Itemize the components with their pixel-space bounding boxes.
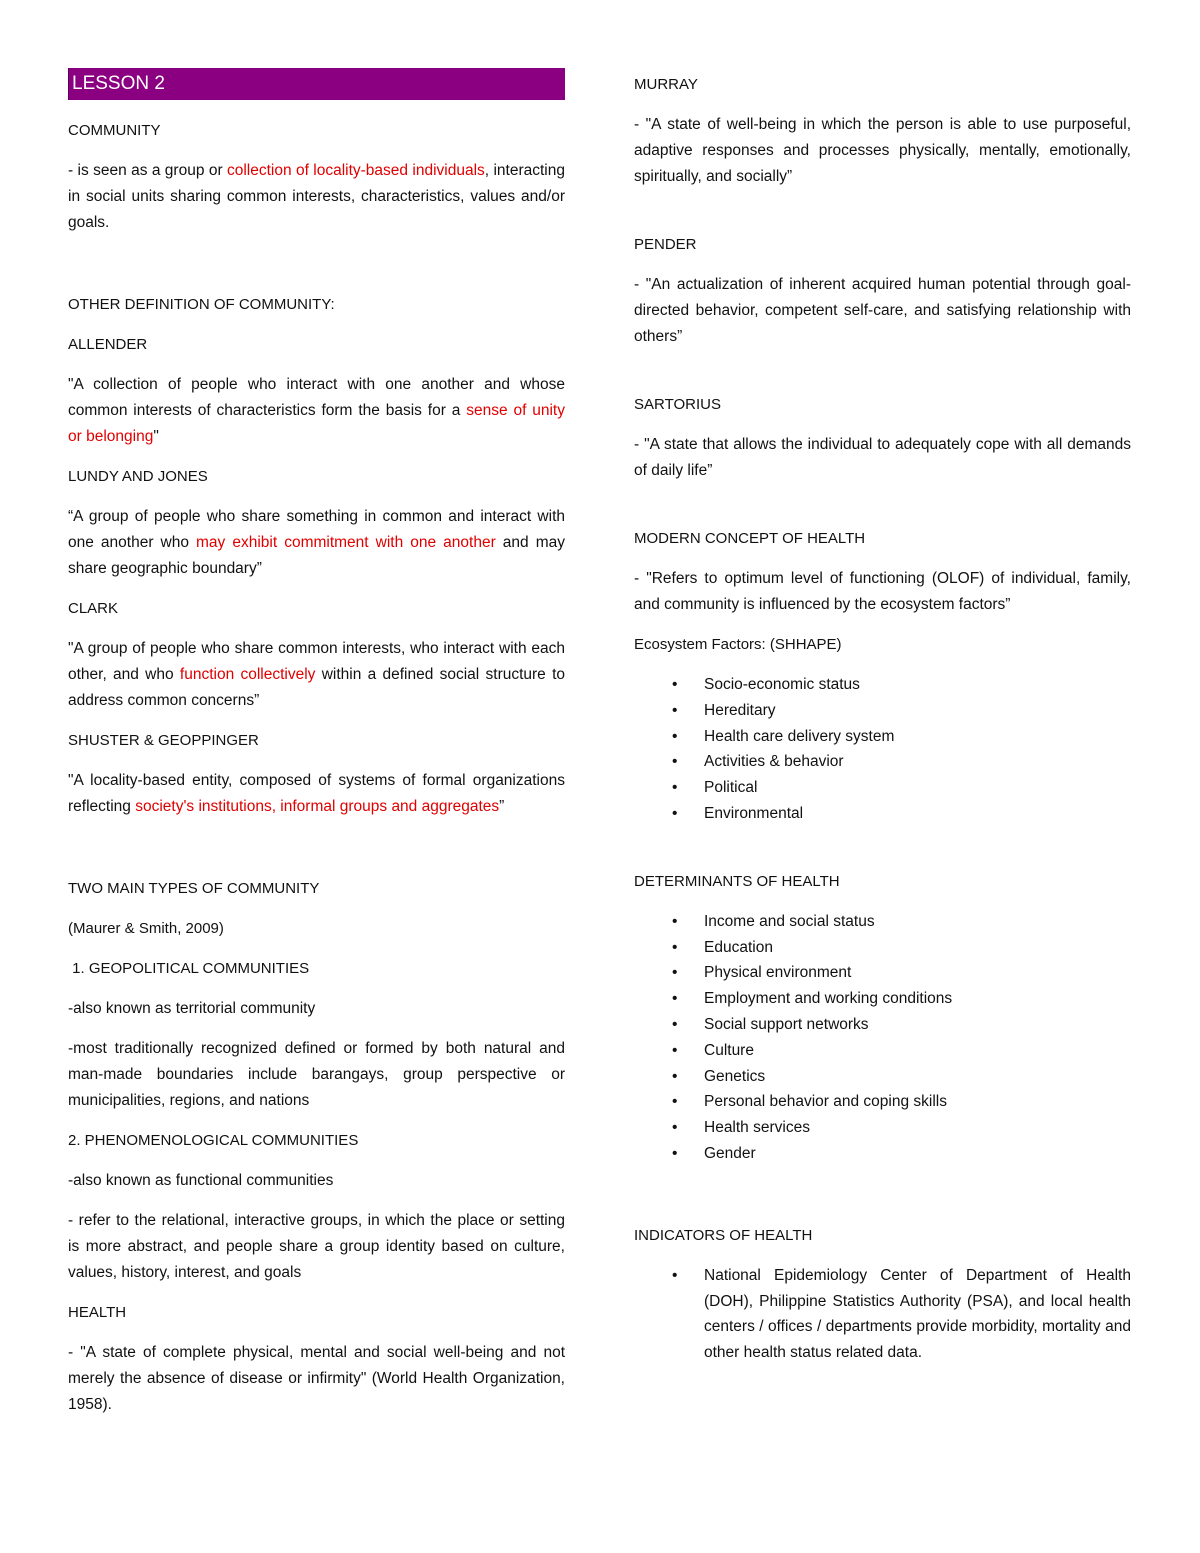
text: - is seen as a group or [68,162,227,179]
lundy-jones-heading: LUNDY AND JONES [68,468,208,485]
indicators-heading: INDICATORS OF HEALTH [634,1226,813,1244]
list-item: • Employment and working conditions [634,986,1131,1012]
murray-definition: - "A state of well-being in which the person is able to use purposeful, adaptive responses and processes physically, mentally, emotionally, spiritually, and socially” [634,116,1131,185]
highlight-text: may exhibit commitment with one another [196,534,496,551]
clark-heading: CLARK [68,600,119,617]
list-item: • Socio-economic status [634,672,1131,698]
ecosystem-factors-list [634,672,1131,827]
clark-definition [68,636,565,714]
geopolitical-aka: -also known as territorial community [68,1000,316,1017]
list-item: • Activities & behavior [634,749,1131,775]
sartorius-heading: SARTORIUS [634,396,721,413]
other-definition-heading: OTHER DEFINITION OF COMMUNITY: [68,296,335,313]
list-item: • Personal behavior and coping skills [634,1089,1131,1115]
pender-definition: - "An actualization of inherent acquired human potential through goal-directed behavior, competent self-care, and satisfying relationship with others” [634,276,1131,345]
determinants-list [634,909,1131,1167]
lundy-jones-definition [68,504,565,582]
text: "A collection of people who interact with one another and whose common interests of characteristics form the basis for a [68,376,565,419]
sartorius-definition: - "A state that allows the individual to adequately cope with all demands of daily life” [634,436,1131,479]
phenomenological-heading: 2. PHENOMENOLOGICAL COMMUNITIES [68,1132,359,1149]
list-item: • Physical environment [634,960,1131,986]
highlight-text: society's institutions, informal groups and aggregates [135,798,500,815]
list-item: • Health services [634,1115,1131,1141]
phenomenological-aka: -also known as functional communities [68,1172,334,1189]
shuster-heading: SHUSTER & GEOPPINGER [68,732,259,749]
allender-definition [68,372,565,450]
shuster-definition [68,768,565,820]
text: within a defined social structure to address common concerns” [68,666,566,709]
phenomenological-description: - refer to the relational, interactive groups, in which the place or setting is more abstract, and people share a group identity based on culture, values, history, interest, and goals [68,1212,565,1281]
highlight-text: function collectively [179,666,316,683]
text: "A group of people who share common interests, who interact with each other, and who [68,640,565,683]
text: "A locality-based entity, composed of systems of formal organizations reflecting [68,772,565,815]
lesson-title-banner: LESSON 2 [68,68,565,100]
list-item: • Political [634,775,1131,801]
right-column [634,68,1131,1380]
geopolitical-heading: 1. GEOPOLITICAL COMMUNITIES [68,960,310,977]
community-definition [68,158,565,236]
indicators-list [634,1263,1131,1366]
ecosystem-factors-label: Ecosystem Factors: (SHHAPE) [634,636,842,653]
list-item: • Culture [634,1038,1131,1064]
list-item: • Gender [634,1141,1131,1167]
modern-concept-heading: MODERN CONCEPT OF HEALTH [634,530,866,547]
list-item: • National Epidemiology Center of Department of Health (DOH), Philippine Statistics Authority (PSA), and local health centers / offices / departments provide morbidity, mortality and other health status related data. [634,1263,1131,1366]
list-item: • Hereditary [634,698,1131,724]
types-source: (Maurer & Smith, 2009) [68,920,224,937]
murray-heading: MURRAY [634,76,698,93]
geopolitical-description: -most traditionally recognized defined or formed by both natural and man-made boundaries include barangays, group perspective or municipalities, regions, and nations [68,1040,565,1109]
left-column [68,68,565,1432]
text: ” [499,798,505,815]
determinants-heading: DETERMINANTS OF HEALTH [634,872,840,890]
text: and may share geographic boundary” [68,534,565,577]
list-item: • Health care delivery system [634,724,1131,750]
community-heading: COMMUNITY [68,122,161,139]
pender-heading: PENDER [634,236,697,253]
list-item: • Education [634,935,1131,961]
text: " [153,428,159,445]
list-item: • Environmental [634,801,1131,827]
list-item: • Genetics [634,1064,1131,1090]
highlight-text: collection of locality-based individuals [226,162,485,179]
list-item: • Income and social status [634,909,1131,935]
highlight-text: sense of unity or belonging [68,402,565,445]
health-definition: - "A state of complete physical, mental and social well-being and not merely the absence of disease or infirmity" (World Health Organization, 1958). [68,1344,565,1413]
text: , interacting in social units sharing common interests, characteristics, values and/or goals. [68,162,565,231]
health-heading: HEALTH [68,1304,127,1321]
types-heading: TWO MAIN TYPES OF COMMUNITY [68,880,320,897]
list-item: • Social support networks [634,1012,1131,1038]
modern-concept-definition: - "Refers to optimum level of functioning (OLOF) of individual, family, and community is influenced by the ecosystem factors” [634,570,1131,613]
allender-heading: ALLENDER [68,336,148,353]
text: “A group of people who share something in common and interact with one another who [68,508,565,551]
